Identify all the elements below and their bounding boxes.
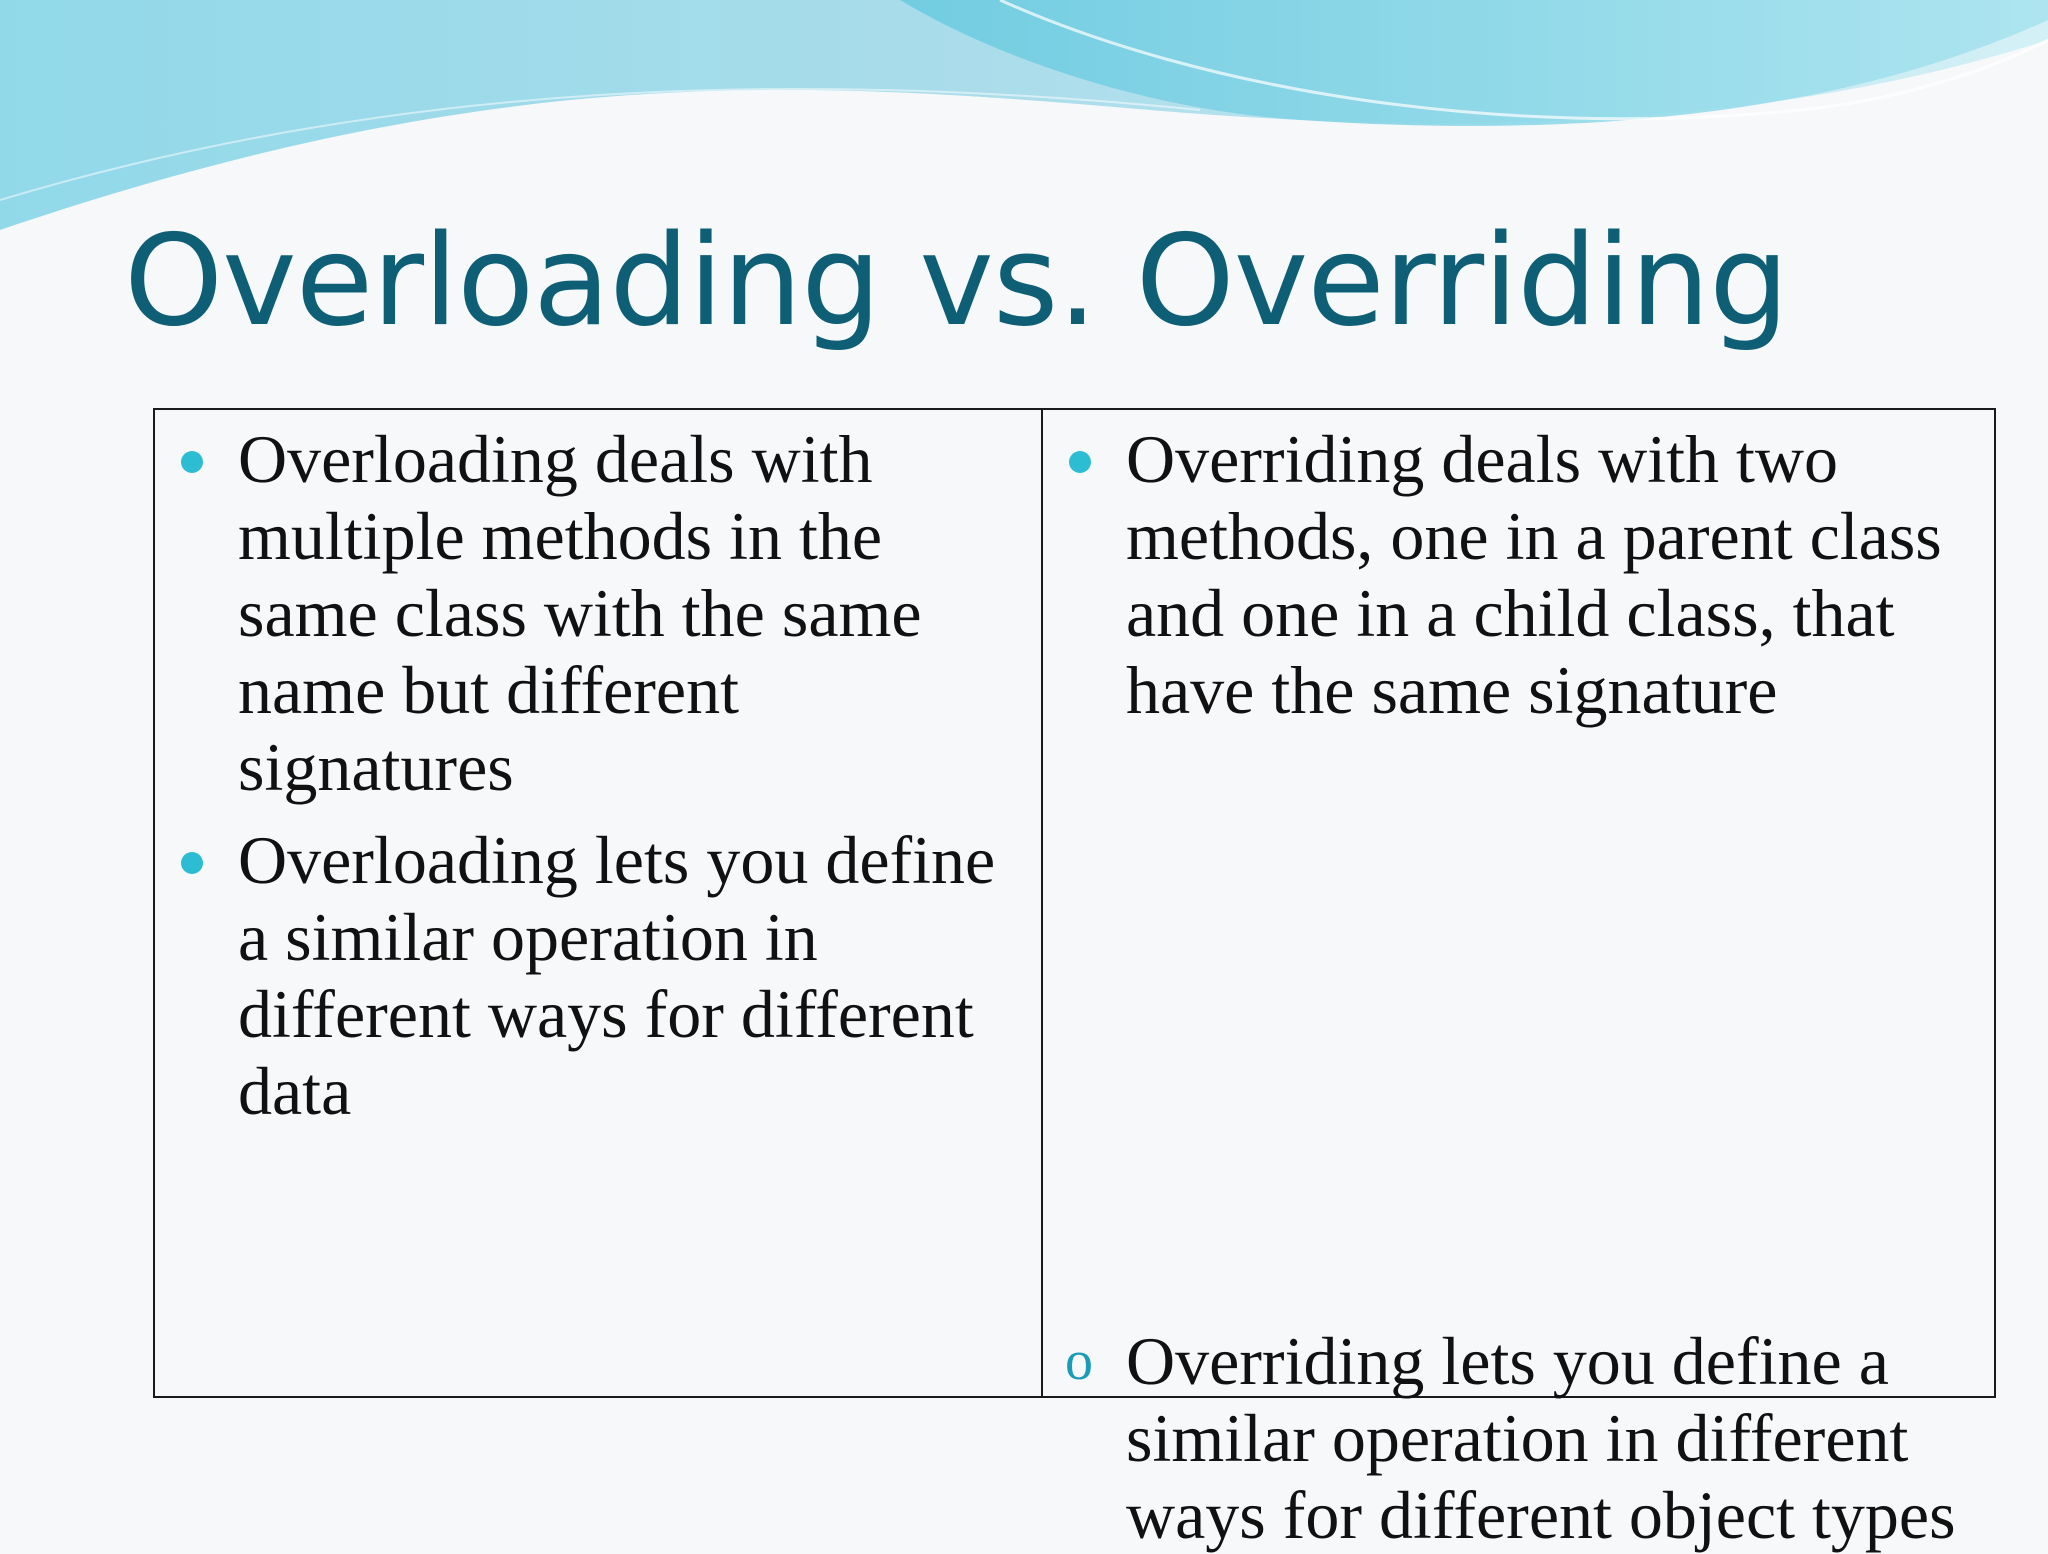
right-bullet-2 (1043, 1323, 1994, 1554)
right-bullet-1-text: Overriding deals with two methods, one in a parent class and one in a child class, that have the same signature (1126, 421, 1942, 728)
slide-title: Overloading vs. Overriding (124, 207, 1789, 354)
left-bullet-2 (155, 822, 1041, 1130)
right-bullet-1 (1043, 421, 1994, 729)
left-bullet-1 (155, 421, 1041, 806)
bullet-letter-o: o (1065, 1330, 1093, 1392)
right-bullet-2-text: Overriding lets you define a similar operation in different ways for different object types (1126, 1323, 1956, 1553)
overloading-column (155, 410, 1043, 1396)
bullet-dot-icon (1069, 451, 1091, 473)
overriding-column (1043, 410, 1994, 1553)
bullet-dot-icon (181, 852, 203, 874)
comparison-table (153, 408, 1996, 1553)
left-bullet-1-text: Overloading deals with multiple methods in the same class with the same name but different signatures (238, 421, 922, 805)
bullet-dot-icon (181, 451, 203, 473)
left-bullet-2-text: Overloading lets you define a similar operation in different ways for different data (238, 822, 996, 1129)
